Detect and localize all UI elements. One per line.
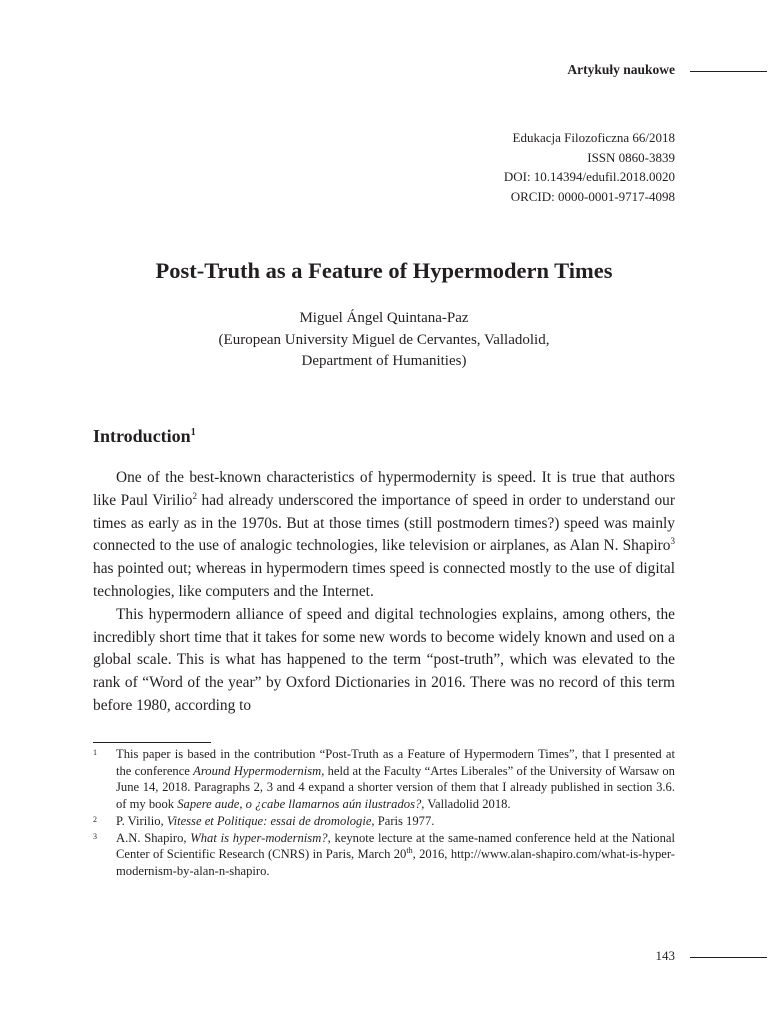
byline: [0, 308, 768, 373]
paragraph-2: This hypermodern alliance of speed and digital technologies explains, among others, the incredibly short time that it takes for some new words to become widely known and used on a global scale. This is what has happened to the term “post-truth”, which was elevated to the rank of “Word of the year” by Oxford Dictionaries in 2016. There was no record of this term before 1980, according to: [93, 605, 675, 714]
footnote-text: [116, 746, 675, 813]
footnote-1-text-a: This paper is based in the contribution “Post-Truth as a Feature of Hypermodern Times”, that I presented at the conference: [116, 747, 675, 778]
footnote-1: [93, 746, 675, 813]
affiliation-line-2: Department of Humanities): [301, 353, 467, 369]
footnote-1-text-b: , held at the Faculty “Artes Liberales” of the University of Warsaw on June 14, 2018. Paragraphs 2, 3 and 4 expand a shorter version of them that I already published in section 3.6. of my book: [116, 763, 675, 812]
section-label: Artykuły naukowe: [567, 62, 675, 77]
paragraph-1: [93, 467, 675, 604]
author-name: Miguel Ángel Quintana-Paz: [299, 310, 469, 326]
affiliation-line-1: (European University Miguel de Cervantes, Valladolid,: [218, 331, 550, 348]
footnote-ref-2[interactable]: 2: [192, 490, 197, 501]
orcid[interactable]: ORCID: 0000-0001-9717-4098: [510, 188, 675, 204]
journal-metadata: [504, 128, 675, 206]
footnote-ref-1[interactable]: 1: [190, 427, 196, 438]
paragraph-1-part-b: had already underscored the importance of speed in order to understand our times as early as in the 1970s. But at those times (still postmodern times?) speed was mainly connected to the use of analogic technologies, like television or airplanes, as Alan N. Shapiro: [93, 491, 675, 555]
footnote-3: [93, 830, 675, 880]
section-rule: [690, 71, 767, 72]
paragraph-1-part-c: has pointed out; whereas in hypermodern times speed is connected mostly to the use of digital technologies, like computers and the Internet.: [93, 560, 675, 600]
footnote-number: 2: [93, 814, 97, 824]
footnote-1-text-c: , Valladolid 2018.: [421, 797, 511, 812]
footnote-3-text-c[interactable]: , 2016, http://www.alan-shapiro.com/what-is-hyper-modernism-by-alan-n-shapiro.: [116, 847, 675, 878]
body-text: [93, 467, 675, 718]
footnote-rule: [93, 742, 211, 743]
book-title: Vitesse et Politique: essai de dromologie: [166, 813, 372, 828]
section-heading: [93, 426, 196, 447]
footnote-2-text-b: , Paris 1977.: [371, 813, 435, 828]
article-title: Post-Truth as a Feature of Hypermodern Times: [155, 258, 613, 283]
book-title: Sapere aude, o ¿cabe llamarnos aún ilustrados?: [177, 797, 422, 812]
paragraph-1-part-a: One of the best-known characteristics of hypermodernity is speed. It is true that authors like Paul Virilio: [93, 469, 675, 509]
ordinal-suffix: th: [406, 846, 413, 856]
footnote-2-text-a: P. Virilio,: [116, 813, 167, 828]
page-number: 143: [655, 948, 675, 963]
section-heading-text: Introduction: [93, 426, 191, 446]
lecture-title: What is hyper-modernism?: [190, 830, 328, 845]
footnote-3-text-a: A.N. Shapiro,: [116, 830, 191, 845]
footnote-ref-3[interactable]: 3: [670, 536, 675, 547]
footnote-text: [116, 813, 675, 830]
page-number-rule: [690, 957, 767, 958]
doi[interactable]: DOI: 10.14394/edufil.2018.0020: [503, 169, 675, 184]
footnote-text: [116, 830, 675, 880]
footnote-number: 1: [93, 748, 97, 757]
footnote-2: [93, 813, 675, 830]
footnotes: [93, 746, 675, 880]
footnote-number: 3: [93, 831, 97, 841]
conference-title: Around Hypermodernism: [193, 763, 322, 778]
issn: ISSN 0860-3839: [587, 149, 675, 165]
footnote-3-text-b: , keynote lecture at the same-named conference held at the National Center of Scientific Research (CNRS) in Paris, March 20: [116, 830, 675, 862]
journal-issue: Edukacja Filozoficzna 66/2018: [512, 130, 675, 145]
